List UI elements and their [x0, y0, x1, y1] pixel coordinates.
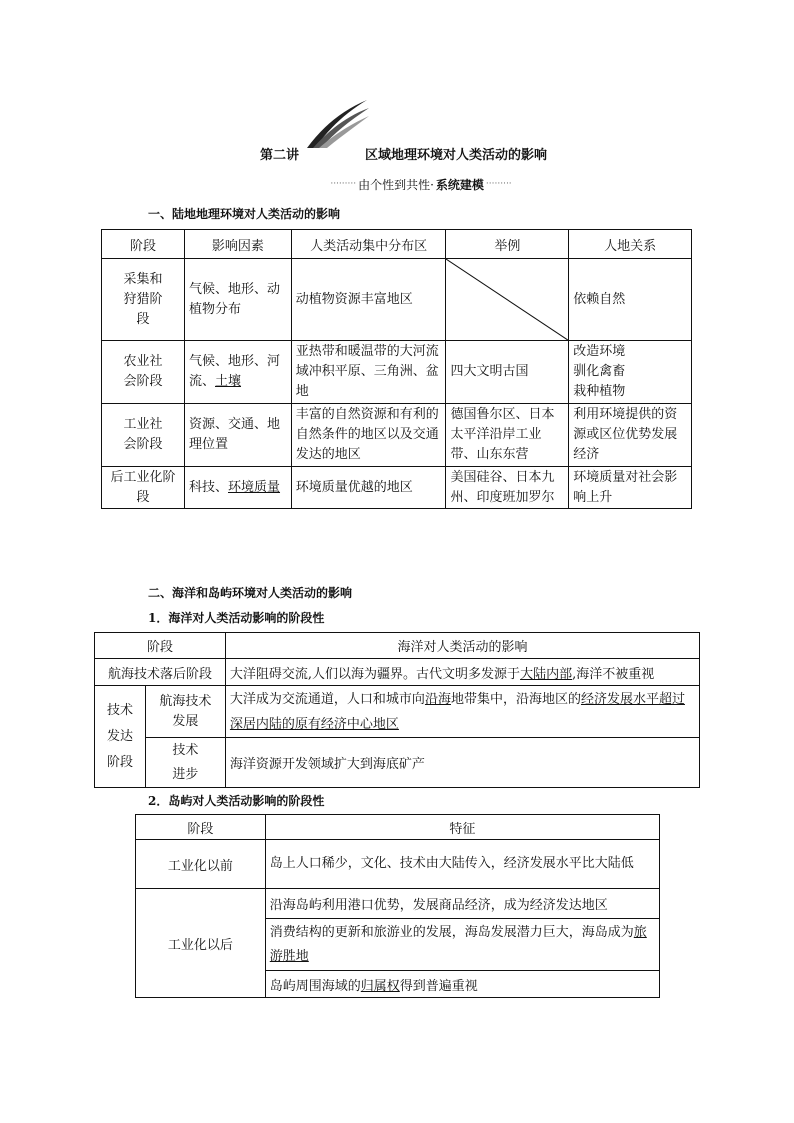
relation-cell: 依赖自然	[569, 259, 692, 341]
subsection1-heading: 1．海洋对人类活动影响的阶段性	[148, 611, 325, 625]
impact-underlined: 大陆内部	[520, 666, 573, 682]
banner-text: 由个性到共性·	[358, 177, 434, 192]
stage-cell: 工业化以后	[136, 889, 266, 998]
table-row	[95, 738, 700, 788]
factors-cell	[184, 341, 291, 404]
impact-text: 大洋成为交流通道，人口和城市向	[229, 691, 425, 707]
table-header-row	[95, 633, 700, 659]
impact-text: ,海洋不被重视	[572, 666, 655, 682]
banner-dots-right: ·········	[485, 179, 512, 189]
table-row	[95, 686, 700, 738]
example-cell: 美国硅谷、日本九州、印度班加罗尔	[446, 467, 569, 509]
feature-cell	[265, 919, 659, 971]
impact-cell	[225, 686, 699, 738]
example-cell: 四大文明古国	[446, 341, 569, 404]
island-impact-table	[135, 814, 660, 998]
col-header-area: 人类活动集中分布区	[291, 230, 446, 259]
area-cell: 环境质量优越的地区	[291, 467, 446, 509]
stage-text: 工业社会阶段	[123, 417, 163, 452]
factors-text: 科技、	[188, 479, 228, 495]
impact-underlined: 沿海	[424, 691, 451, 707]
land-environment-table	[101, 229, 692, 509]
col-header-stage: 阶段	[95, 633, 226, 659]
example-cell-empty	[446, 259, 569, 341]
factors-underlined: 土壤	[215, 374, 242, 389]
factors-underlined: 环境质量	[228, 479, 281, 495]
area-cell: 丰富的自然资源和有利的自然条件的地区以及交通发达的地区	[291, 404, 446, 467]
table-row	[136, 889, 660, 919]
impact-cell	[225, 659, 699, 686]
stage-cell	[145, 686, 225, 738]
example-cell: 德国鲁尔区、日本太平洋沿岸工业带、山东东营	[446, 404, 569, 467]
stage-text: 后工业化阶段	[110, 469, 176, 505]
table-row	[102, 259, 692, 341]
impact-text: 大洋阻碍交流,人们以海为疆界。古代文明多发源于	[229, 666, 521, 682]
lecture-title: 区域地理环境对人类活动的影响	[365, 148, 548, 163]
stage-cell	[102, 259, 185, 341]
feature-text: 得到普遍重视	[399, 978, 478, 994]
stage-text: 技术进步	[172, 742, 199, 782]
impact-text: 地带集中，沿海地区的	[450, 691, 581, 707]
stage-cell	[102, 467, 185, 509]
area-cell: 亚热带和暖温带的大河流域冲积平原、三角洲、盆地	[291, 341, 446, 404]
table-row	[102, 467, 692, 509]
stage-cell	[102, 404, 185, 467]
relation-cell: 利用环境提供的资源或区位优势发展经济	[569, 404, 692, 467]
section-banner	[290, 174, 552, 194]
feature-underlined: 归属权	[360, 978, 400, 994]
stage-cell	[102, 341, 185, 404]
factors-cell: 资源、交通、地理位置	[184, 404, 291, 467]
col-header-impact: 海洋对人类活动的影响	[225, 633, 699, 659]
banner-bold-text: 系统建模	[435, 177, 484, 192]
impact-cell: 海洋资源开发领域扩大到海底矿产	[225, 738, 699, 788]
feature-text: 岛屿周围海域的	[269, 978, 361, 994]
factors-cell	[184, 467, 291, 509]
stage-cell	[145, 738, 225, 788]
col-header-stage: 阶段	[102, 230, 185, 259]
factors-text: 气候、地形、河流、	[188, 354, 280, 389]
table-row	[102, 341, 692, 404]
stage-text: 采集和狩猎阶段	[123, 271, 163, 327]
stage-cell: 工业化以前	[136, 840, 266, 889]
table-header-row	[102, 230, 692, 259]
section2-heading: 二、海洋和岛屿环境对人类活动的影响	[148, 586, 353, 600]
col-header-factors: 影响因素	[184, 230, 291, 259]
stage-cell: 航海技术落后阶段	[95, 659, 226, 686]
relation-cell: 环境质量对社会影响上升	[569, 467, 692, 509]
col-header-relation: 人地关系	[569, 230, 692, 259]
table-row	[102, 404, 692, 467]
col-header-stage: 阶段	[136, 815, 266, 840]
table-row	[136, 840, 660, 889]
feature-cell: 岛上人口稀少，文化、技术由大陆传入，经济发展水平比大陆低	[265, 840, 659, 889]
feature-cell	[265, 971, 659, 998]
diagonal-line	[446, 259, 568, 340]
logo-swoosh-icon	[305, 98, 370, 150]
area-cell: 动植物资源丰富地区	[291, 259, 446, 341]
subsection2-heading: 2．岛屿对人类活动影响的阶段性	[148, 794, 325, 808]
group-stage-text: 技术发达阶段	[106, 702, 133, 770]
relation-cell	[569, 341, 692, 404]
ocean-impact-table	[94, 632, 700, 788]
lecture-number: 第二讲	[260, 148, 300, 163]
section1-heading: 一、陆地地理环境对人类活动的影响	[148, 207, 341, 221]
stage-text: 农业社会阶段	[123, 354, 163, 389]
banner-dots-left: ·········	[330, 179, 357, 189]
relation-line: 驯化禽畜	[573, 364, 626, 379]
col-header-feature: 特征	[265, 815, 659, 840]
stage-text: 航海技术发展	[159, 693, 212, 729]
relation-line: 栽种植物	[573, 384, 626, 399]
col-header-example: 举例	[446, 230, 569, 259]
feature-text: 消费结构的更新和旅游业的发展，海岛发展潜力巨大，海岛成为	[269, 924, 634, 940]
relation-line: 改造环境	[573, 344, 626, 359]
feature-cell: 沿海岛屿利用港口优势，发展商品经济，成为经济发达地区	[265, 889, 659, 919]
factors-cell: 气候、地形、动植物分布	[184, 259, 291, 341]
impact-underlined: 经济发展水平超过深居内陆的原有经济中心地区	[229, 691, 685, 732]
table-row	[95, 659, 700, 686]
group-stage-cell	[95, 686, 146, 788]
table-header-row	[136, 815, 660, 840]
feature-underlined: 旅游胜地	[269, 924, 647, 964]
